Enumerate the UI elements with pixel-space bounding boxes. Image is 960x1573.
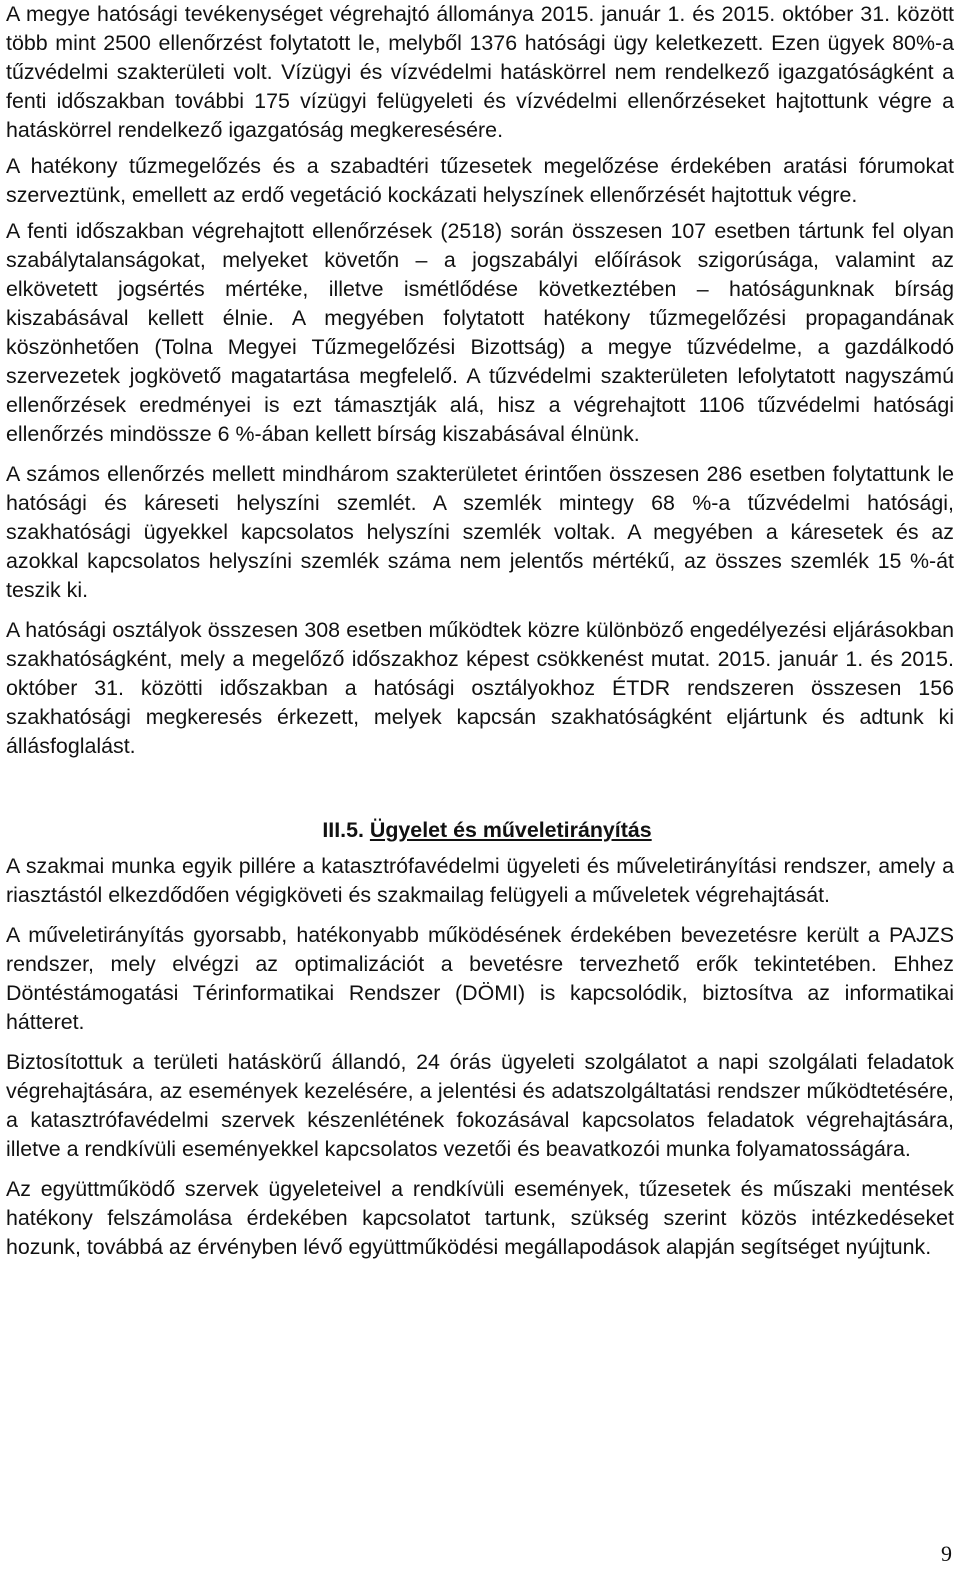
paragraph-fines-and-compliance: A fenti időszakban végrehajtott ellenőrzések (2518) során összesen 107 esetben tártunk fel olyan szabálytalanságokat, melyeket követőn – a jogszabályi előírások szigorúsága, valamint az elkövetett jogsértés mértéke, illetve ismétlődése következtében – hatóságunknak bírság kiszabásával kellett élnie. A megyében folytatott hatékony tűzmegelőzési propagandának köszönhetően (Tolna Megyei Tűzmegelőzési Bizottság) a megye tűzvédelme, a gazdálkodó szervezetek jogkövető magatartása megfelelő. A tűzvédelmi szakterületen lefolytatott nagyszámú ellenőrzések eredményei is ezt támasztják alá, hisz a végrehajtott 1106 tűzvédelmi hatósági ellenőrzés mindössze 6 %-ában kellett bírság kiszabásával élnünk. (6, 219, 954, 446)
document-page (6, 0, 954, 1262)
section-heading (6, 816, 954, 845)
paragraph-cooperation: Az együttműködő szervek ügyeleteivel a rendkívüli események, tűzesetek és műszaki mentések hatékony felszámolása érdekében kapcsolatot tartunk, szükség szerint közös intézkedéseket hozunk, továbbá az érvényben lévő együttműködési megállapodások alapján segítséget nyújtunk. (6, 1177, 954, 1259)
section-number: III.5. (322, 818, 364, 842)
paragraph-inspections-summary: A megye hatósági tevékenységet végrehajtó állománya 2015. január 1. és 2015. október 31. között több mint 2500 ellenőrzést folytatott le, melyből 1376 hatósági ügy keletkezett. Ezen ügyek 80%-a tűzvédelmi szakterületi volt. Vízügyi és vízvédelmi hatáskörrel nem rendelkező igazgatóságként a fenti időszakban további 175 vízügyi felügyeleti és vízvédelmi ellenőrzéseket hajtottunk végre a hatáskörrel rendelkező igazgatóság megkeresésére. (6, 2, 954, 142)
paragraph-duty-system: A szakmai munka egyik pillére a katasztrófavédelmi ügyeleti és műveletirányítási rendszer, amely a riasztástól elkezdődően végigköveti és szakmailag felügyeli a műveletek végrehajtását. (6, 854, 954, 907)
paragraph-specialist-authority: A hatósági osztályok összesen 308 esetben működtek közre különböző engedélyezési eljárásokban szakhatóságként, mely a megelőző időszakhoz képest csökkenést mutat. 2015. január 1. és 2015. október 31. közötti időszakban a hatósági osztályokhoz ÉTDR rendszeren összesen 156 szakhatósági megkeresés érkezett, melyek kapcsán szakhatóságként eljártunk és adtunk ki állásfoglalást. (6, 618, 954, 758)
paragraph-site-inspections: A számos ellenőrzés mellett mindhárom szakterületet érintően összesen 286 esetben folytattunk le hatósági és káreseti helyszíni szemlét. A szemlék mintegy 68 %-a tűzvédelmi hatósági, szakhatósági ügyekkel kapcsolatos helyszíni szemlék voltak. A megyében a káresetek és az azokkal kapcsolatos helyszíni szemlék száma nem jelentős mértékű, az összes szemlék 15 %-át teszik ki. (6, 462, 954, 602)
paragraph-fire-prevention-forums: A hatékony tűzmegelőzés és a szabadtéri tűzesetek megelőzése érdekében aratási fórumokat szerveztünk, emellett az erdő vegetáció kockázati helyszínek ellenőrzését hajtottuk végre. (6, 154, 954, 207)
section-title: Ügyelet és műveletirányítás (369, 818, 652, 842)
paragraph-pajzs-system: A műveletirányítás gyorsabb, hatékonyabb működésének érdekében bevezetésre került a PAJZS rendszer, mely elvégzi az optimalizációt a bevetésre tervezhető erők tekintetében. Ehhez Döntéstámogatási Térinformatikai Rendszer (DÖMI) is kapcsolódik, biztosítva az informatikai hátteret. (6, 923, 954, 1034)
page-number: 9 (941, 1541, 952, 1566)
paragraph-24h-duty-service: Biztosítottuk a területi hatáskörű állandó, 24 órás ügyeleti szolgálatot a napi szolgálati feladatok végrehajtására, az események kezelésére, a jelentési és adatszolgáltatási rendszer működtetésére, a katasztrófavédelmi szervek készenlétének fokozásával kapcsolatos feladatok végrehajtására, illetve a rendkívüli eseményekkel kapcsolatos vezetői és beavatkozói munka folyamatosságára. (6, 1050, 954, 1161)
